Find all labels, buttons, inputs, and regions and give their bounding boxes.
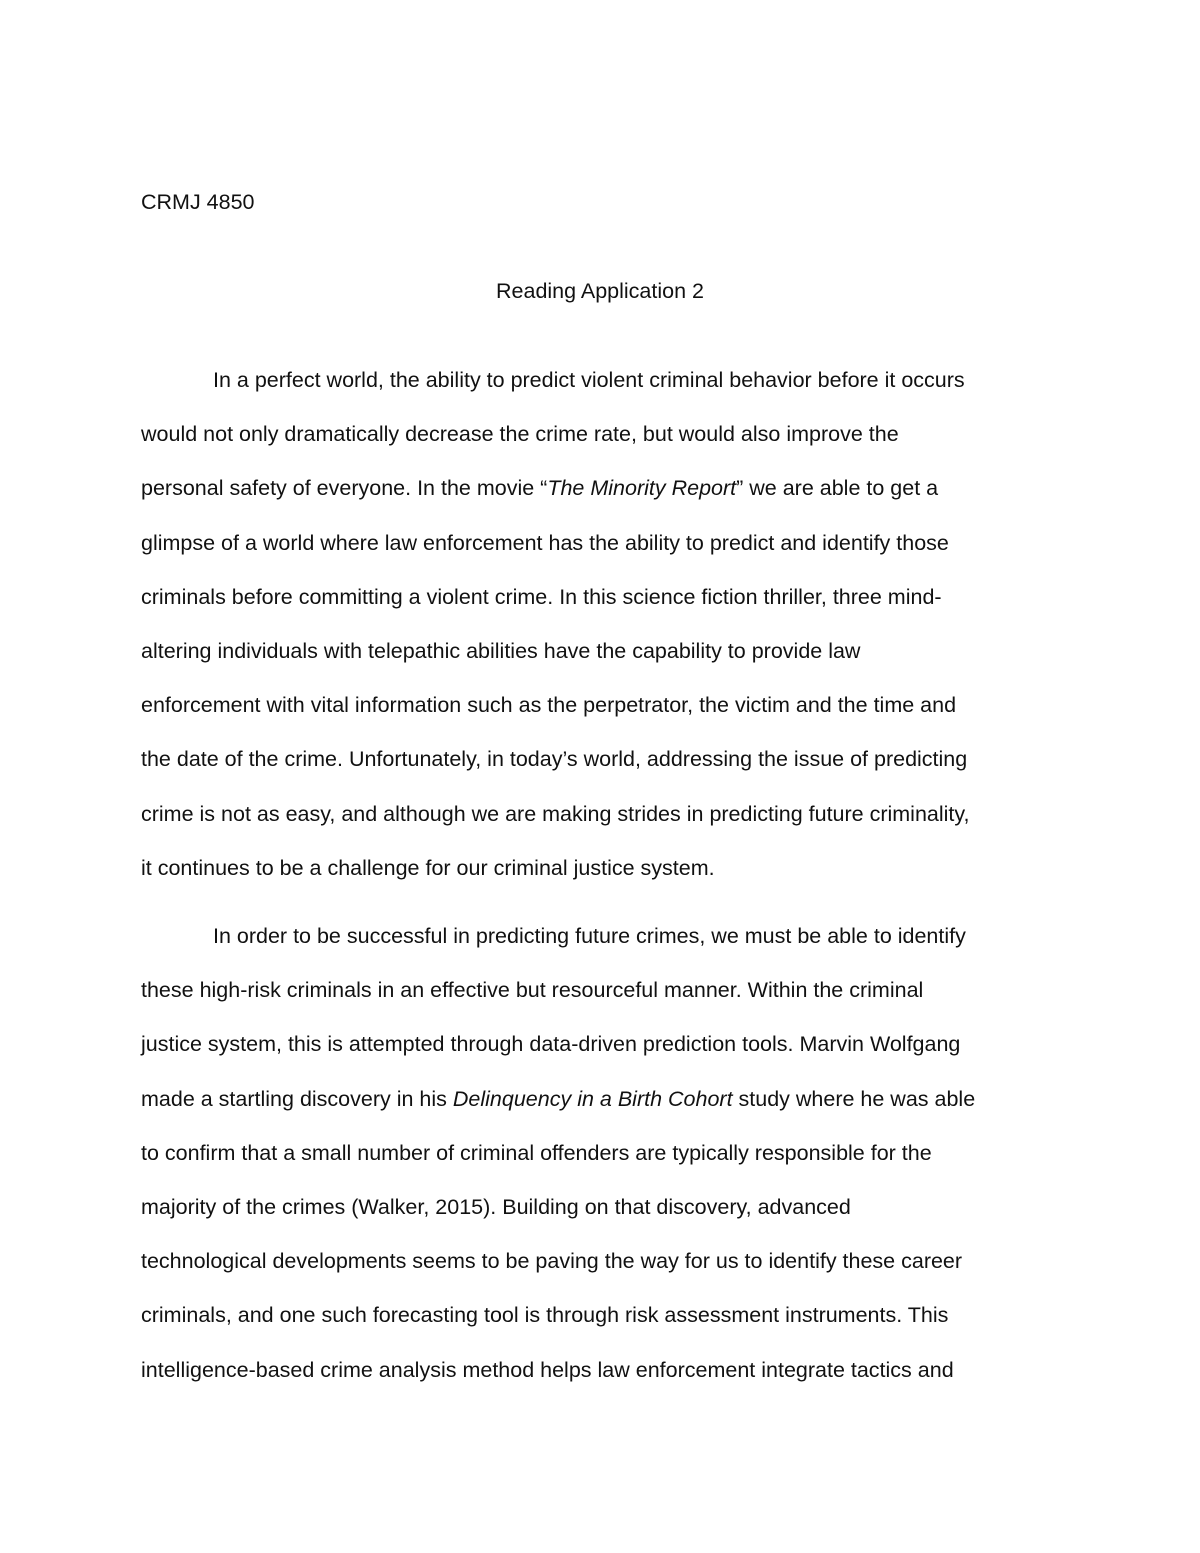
paragraph-line: the date of the crime. Unfortunately, in today’s world, addressing the issue of predicting bbox=[141, 747, 968, 772]
line-segment: personal safety of everyone. In the movie “ bbox=[141, 476, 548, 501]
paragraph-line: criminals, and one such forecasting tool is through risk assessment instruments. This bbox=[141, 1303, 949, 1328]
paragraph-line: In order to be successful in predicting future crimes, we must be able to identify bbox=[213, 924, 966, 948]
paragraph-line: glimpse of a world where law enforcement has the ability to predict and identify those bbox=[141, 530, 949, 555]
line-segment: made a startling discovery in his bbox=[141, 1086, 453, 1111]
paragraph-line: it continues to be a challenge for our criminal justice system. bbox=[141, 855, 715, 880]
course-code: CRMJ 4850 bbox=[141, 190, 255, 214]
study-title: Delinquency in a Birth Cohort bbox=[452, 1086, 733, 1111]
paragraph-line: would not only dramatically decrease the crime rate, but would also improve the bbox=[141, 422, 899, 447]
paragraph-line: majority of the crimes (Walker, 2015). Building on that discovery, advanced bbox=[141, 1194, 851, 1219]
line-segment: ” we are able to get a bbox=[736, 476, 939, 501]
movie-title: The Minority Report bbox=[547, 476, 737, 501]
paragraph-line bbox=[141, 1085, 1081, 1139]
document-title: Reading Application 2 bbox=[496, 279, 704, 303]
paragraph-2 bbox=[141, 922, 1081, 1410]
paragraph-line: In a perfect world, the ability to predict violent criminal behavior before it occurs bbox=[213, 368, 965, 392]
paragraph-line: altering individuals with telepathic abilities have the capability to provide law bbox=[141, 638, 861, 663]
paragraph-line: crime is not as easy, and although we are making strides in predicting future criminality, bbox=[141, 801, 970, 826]
paragraph-line: justice system, this is attempted through data-driven prediction tools. Marvin Wolfgang bbox=[141, 1032, 961, 1057]
paragraph-line: these high-risk criminals in an effective but resourceful manner. Within the criminal bbox=[141, 978, 924, 1003]
paragraph-line: intelligence-based crime analysis method helps law enforcement integrate tactics and bbox=[141, 1357, 954, 1382]
paragraph-line: to confirm that a small number of criminal offenders are typically responsible for the bbox=[141, 1140, 932, 1165]
paragraph-line: enforcement with vital information such as the perpetrator, the victim and the time and bbox=[141, 693, 957, 718]
paragraph-line bbox=[141, 474, 1081, 528]
paragraph-line: criminals before committing a violent crime. In this science fiction thriller, three mind- bbox=[141, 584, 942, 609]
line-segment: study where he was able bbox=[732, 1086, 976, 1111]
paragraph-line: technological developments seems to be paving the way for us to identify these career bbox=[141, 1249, 963, 1274]
paragraph-1 bbox=[141, 366, 1081, 908]
